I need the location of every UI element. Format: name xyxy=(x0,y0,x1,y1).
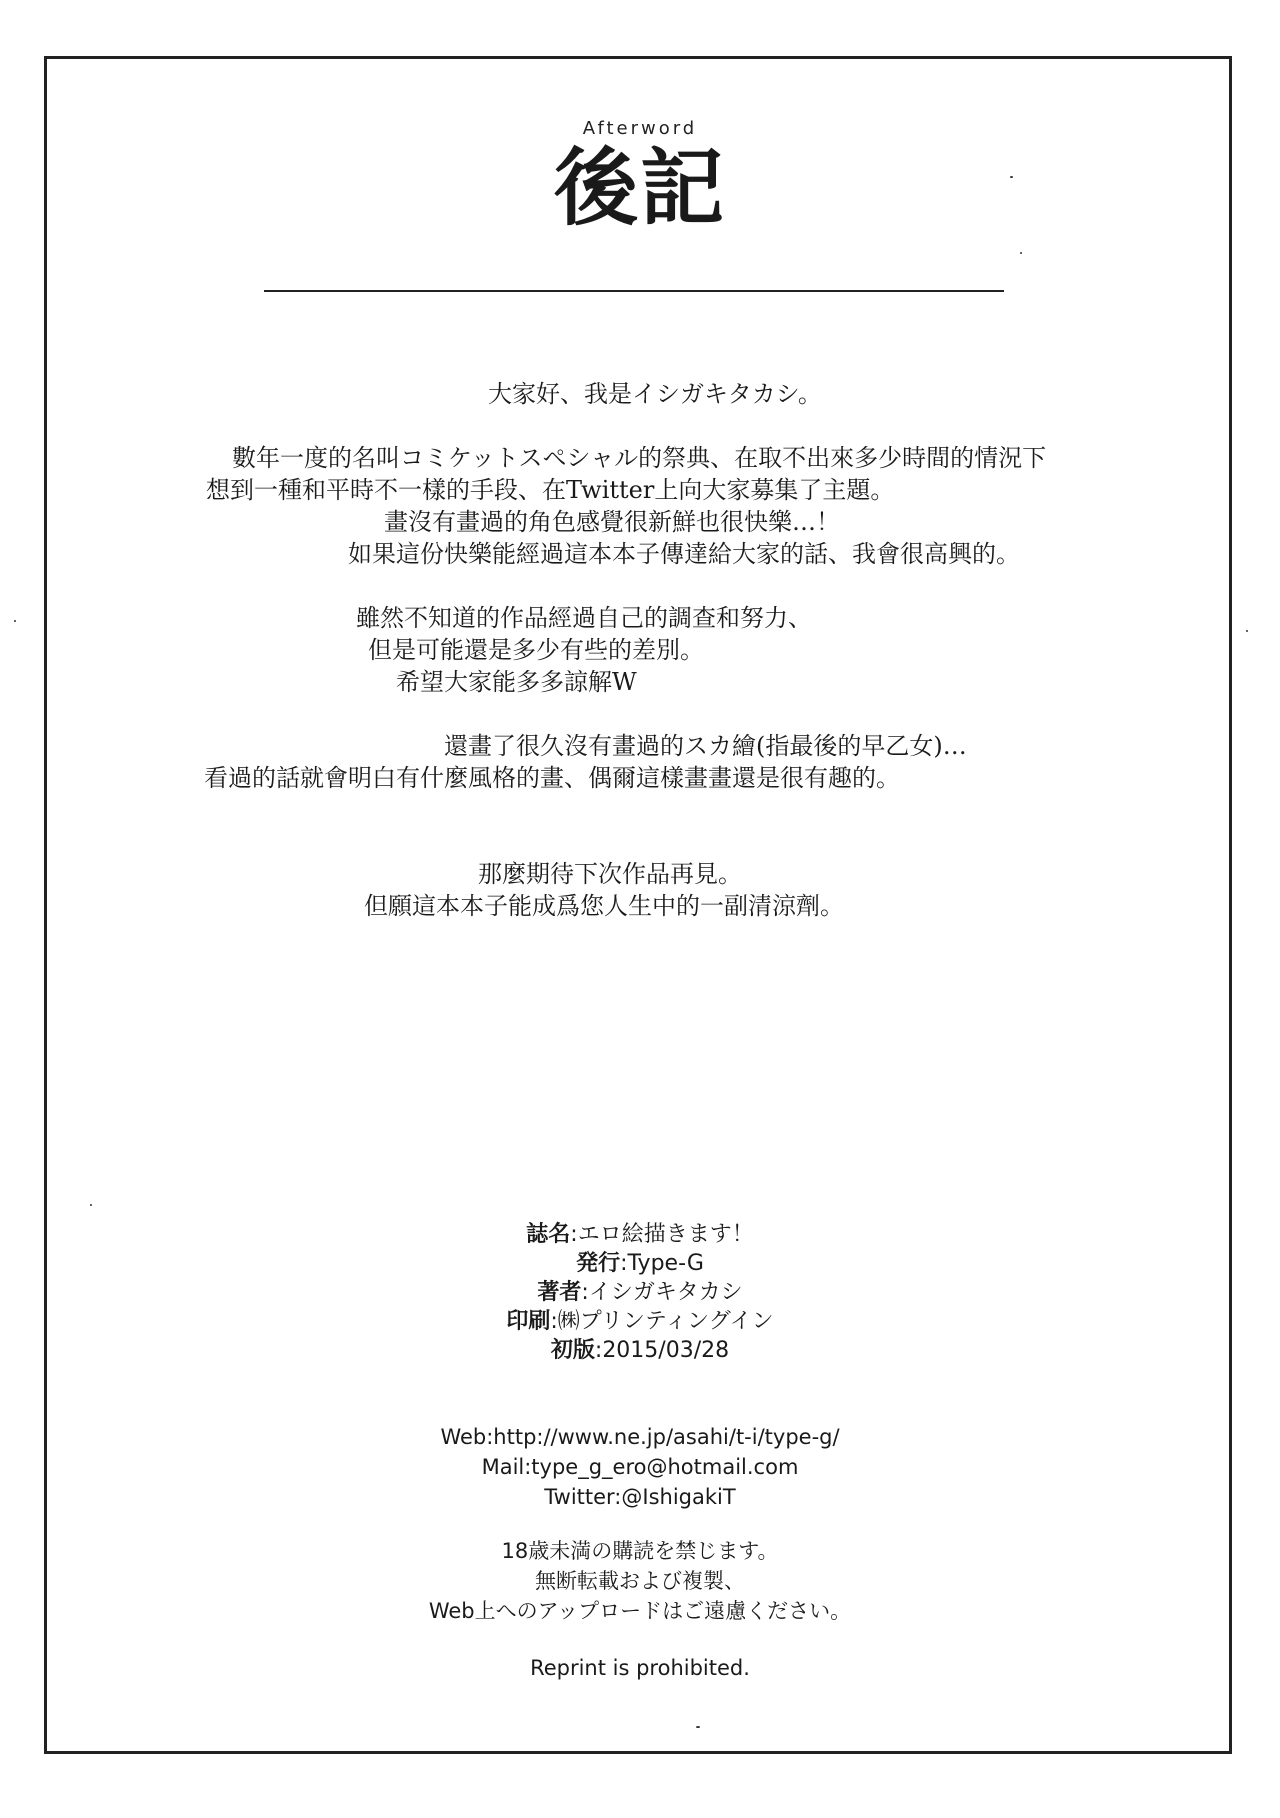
page-title: 後記 xyxy=(553,138,726,237)
body-line: 看過的話就會明白有什麼風格的畫、偶爾這樣畫畫還是很有趣的。 xyxy=(204,764,900,792)
credit-separator: : xyxy=(620,1251,628,1276)
credit-separator: : xyxy=(594,1338,603,1363)
credit-separator: : xyxy=(550,1309,558,1334)
body-line: 畫沒有畫過的角色感覺很新鮮也很快樂…！ xyxy=(384,508,840,536)
paragraph-greeting xyxy=(0,378,1280,410)
body-line: 想到一種和平時不一樣的手段、在Twitter上向大家募集了主題。 xyxy=(206,476,895,504)
scan-speck xyxy=(90,1204,92,1206)
credit-value: エロ絵描きます！ xyxy=(577,1222,754,1247)
credit-value: ㈱プリンティングイン xyxy=(557,1309,774,1334)
afterword-header xyxy=(0,118,1280,235)
mail-address: Mail:type_g_ero@hotmail.com xyxy=(481,1455,799,1479)
notice-line: Web上へのアップロードはご遠慮ください。 xyxy=(428,1599,852,1623)
credit-value: イシガキタカシ xyxy=(588,1280,743,1305)
credit-label: 著者 xyxy=(537,1280,582,1305)
reprint-notice: Reprint is prohibited. xyxy=(530,1656,750,1680)
notice-line: 18歳未満の購読を禁じます。 xyxy=(501,1539,779,1563)
web-link: Web:http://www.ne.jp/asahi/t-i/type-g/ xyxy=(440,1425,840,1449)
credit-separator: : xyxy=(570,1222,578,1247)
body-line: 但願這本本子能成爲您人生中的一副清涼劑。 xyxy=(364,892,844,920)
paragraph-closing xyxy=(0,858,1280,922)
body-line: 如果這份快樂能經過這本本子傳達給大家的話、我會很高興的。 xyxy=(348,540,1020,568)
credit-label: 初版 xyxy=(550,1338,595,1363)
credit-title-row xyxy=(0,1220,1280,1249)
twitter-handle: Twitter:@IshigakiT xyxy=(544,1485,736,1509)
title-underline xyxy=(264,290,1004,292)
credit-edition-row xyxy=(0,1336,1280,1365)
body-line: 但是可能還是多少有些的差別。 xyxy=(368,636,704,664)
contact-info xyxy=(0,1422,1280,1512)
scan-speck xyxy=(1010,176,1013,178)
credit-value: Type-G xyxy=(627,1251,704,1276)
credit-label: 印刷 xyxy=(506,1309,551,1334)
credit-value: 2015/03/28 xyxy=(602,1338,730,1363)
paragraph-research xyxy=(0,602,1280,698)
body-line: 那麼期待下次作品再見。 xyxy=(478,860,742,888)
credit-label: 誌名 xyxy=(526,1222,571,1247)
notice-line: 無断転載および複製、 xyxy=(535,1569,745,1593)
body-line: 還畫了很久沒有畫過的スカ繪(指最後的早乙女)… xyxy=(444,732,967,760)
body-line: 大家好、我是イシガキタカシ。 xyxy=(488,380,822,408)
body-line: 數年一度的名叫コミケットスペシャル的祭典、在取不出來多少時間的情況下 xyxy=(232,444,1047,472)
credit-separator: : xyxy=(581,1280,589,1305)
credit-label: 発行 xyxy=(576,1251,621,1276)
credit-printer-row xyxy=(0,1307,1280,1336)
afterword-body xyxy=(0,378,1280,954)
scan-speck xyxy=(1020,252,1022,254)
body-line: 希望大家能多多諒解W xyxy=(396,668,637,696)
scan-speck xyxy=(1246,630,1248,632)
paragraph-style xyxy=(0,730,1280,794)
credit-publisher-row xyxy=(0,1249,1280,1278)
credit-author-row xyxy=(0,1278,1280,1307)
legal-notice xyxy=(0,1536,1280,1626)
body-line: 雖然不知道的作品經過自己的調查和努力、 xyxy=(356,604,812,632)
page-subtitle: Afterword xyxy=(582,118,698,139)
scan-speck xyxy=(14,620,16,622)
colophon xyxy=(0,1220,1280,1365)
scan-speck xyxy=(696,1726,700,1728)
paragraph-event xyxy=(0,442,1280,570)
